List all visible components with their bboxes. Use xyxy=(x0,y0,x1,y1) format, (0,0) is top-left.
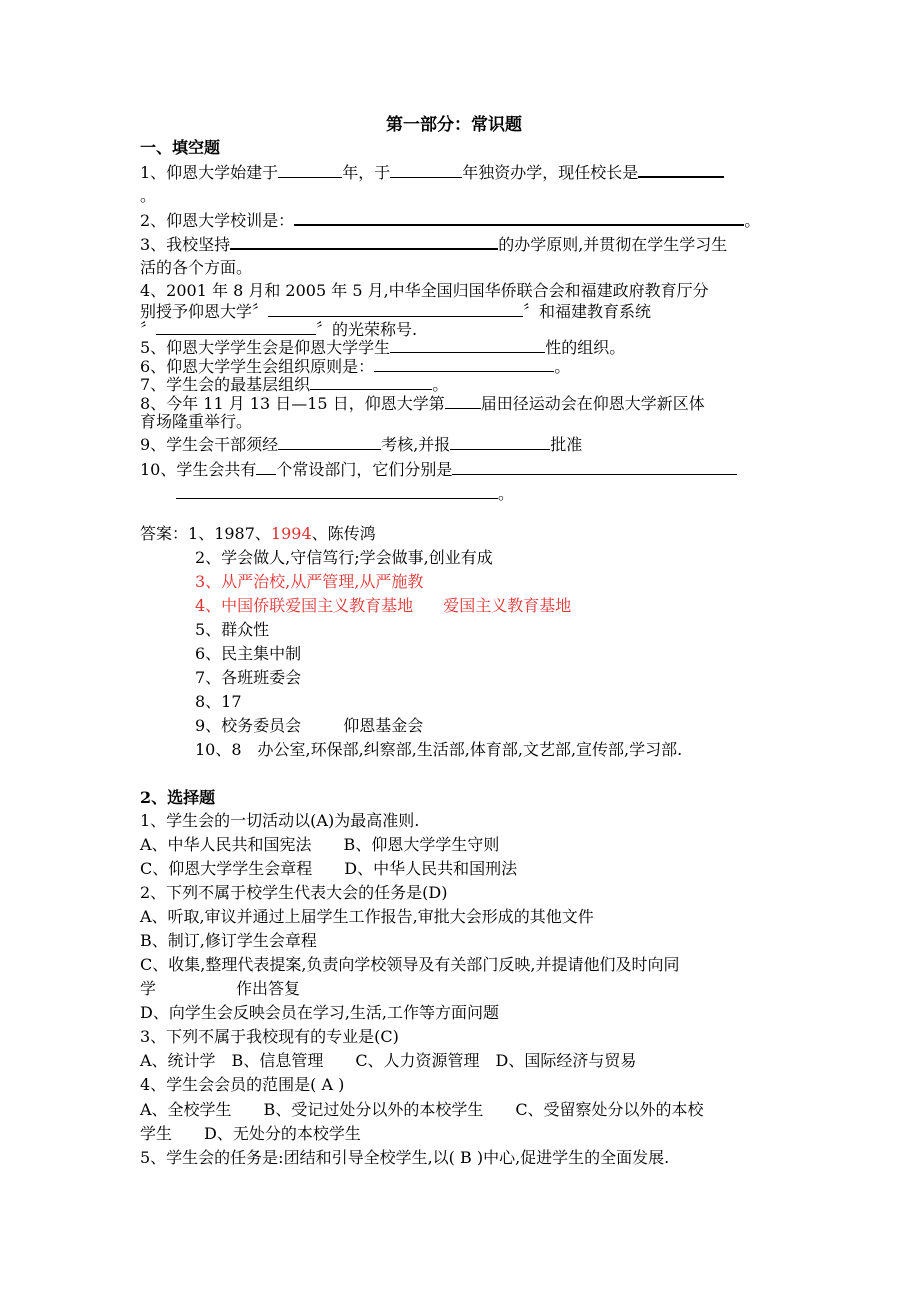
question-8-cont: 育场隆重举行。 xyxy=(140,412,253,431)
choice-line: C、收集,整理代表提案,负责向学校领导及有关部门反映,并提请他们及时向同 xyxy=(140,955,680,974)
section-heading-choice: 2、选择题 xyxy=(140,788,216,807)
question-10: 10、学生会共有 个常设部门，它们分别是 xyxy=(140,458,737,481)
choice-line: 4、学生会会员的范围是( A ) xyxy=(140,1075,345,1094)
question-4-cont2: 〞 〞的光荣称号. xyxy=(140,320,418,339)
choice-line: 1、学生会的一切活动以(A)为最高准则. xyxy=(140,811,420,830)
choice-line: 5、学生会的任务是:团结和引导全校学生,以( B )中心,促进学生的全面发展. xyxy=(140,1148,670,1167)
answer-4: 4、中国侨联爱国主义教育基地 爱国主义教育基地 xyxy=(195,596,572,615)
question-1: 1、仰恩大学始建于 年，于 年独资办学，现任校长是 xyxy=(140,161,724,184)
question-3: 3、我校坚持 的办学原则,并贯彻在学生学习生 xyxy=(140,235,728,254)
section-heading-fill-blank: 一、填空题 xyxy=(140,138,221,157)
choice-line: 2、下列不属于校学生代表大会的任务是(D) xyxy=(140,883,448,902)
question-9: 9、学生会干部须经 考核,并报 批准 xyxy=(140,435,583,454)
answer-3: 3、从严治校,从严管理,从严施教 xyxy=(195,572,424,591)
question-3-cont: 活的各个方面。 xyxy=(140,258,253,277)
answer-1: 答案：1、1987、1994、陈传鸿 xyxy=(140,524,376,543)
question-2: 2、仰恩大学校训是： 。 xyxy=(140,211,761,230)
answer-9: 9、校务委员会 仰恩基金会 xyxy=(195,716,424,735)
choice-line: B、制订,修订学生会章程 xyxy=(140,931,317,950)
choice-line: A、听取,审议并通过上届学生工作报告,审批大会形成的其他文件 xyxy=(140,907,594,926)
answer-7: 7、各班班委会 xyxy=(195,668,302,687)
answer-6: 6、民主集中制 xyxy=(195,644,302,663)
answer-8: 8、17 xyxy=(195,692,242,711)
question-5: 5、仰恩大学学生会是仰恩大学学生 性的组织。 xyxy=(140,338,626,357)
choice-line: D、向学生会反映会员在学习,生活,工作等方面问题 xyxy=(140,1003,500,1022)
choice-line: 3、下列不属于我校现有的专业是(C) xyxy=(140,1027,399,1046)
answer-5: 5、群众性 xyxy=(195,620,270,639)
choice-line: C、仰恩大学学生会章程 D、中华人民共和国刑法 xyxy=(140,859,518,878)
question-6: 6、仰恩大学学生会组织原则是： 。 xyxy=(140,357,571,376)
question-10-cont: 。 xyxy=(176,482,514,505)
question-1-cont: 。 xyxy=(140,186,157,205)
choice-line: 学生 D、无处分的本校学生 xyxy=(140,1124,361,1143)
question-8: 8、今年 11 月 13 日—15 日，仰恩大学第 届田径运动会在仰恩大学新区体 xyxy=(140,394,705,413)
answer-10: 10、8 办公室,环保部,纠察部,生活部,体育部,文艺部,宣传部,学习部. xyxy=(195,740,683,759)
choice-line: A、全校学生 B、受记过处分以外的本校学生 C、受留察处分以外的本校 xyxy=(140,1100,704,1119)
question-7: 7、学生会的最基层组织 。 xyxy=(140,375,449,394)
choice-line: A、统计学 B、信息管理 C、人力资源管理 D、国际经济与贸易 xyxy=(140,1051,637,1070)
choice-line: A、中华人民共和国宪法 B、仰恩大学学生守则 xyxy=(140,835,500,854)
page-title: 第一部分：常识题 xyxy=(386,115,522,135)
question-4-cont: 别授予仰恩大学〞 〞和福建教育系统 xyxy=(140,302,652,321)
question-4: 4、2001 年 8 月和 2005 年 5 月,中华全国归国华侨联合会和福建政府教育厅分 xyxy=(140,281,709,300)
choice-line: 学 作出答复 xyxy=(140,979,301,998)
answer-2: 2、学会做人,守信笃行;学会做事,创业有成 xyxy=(195,548,493,567)
